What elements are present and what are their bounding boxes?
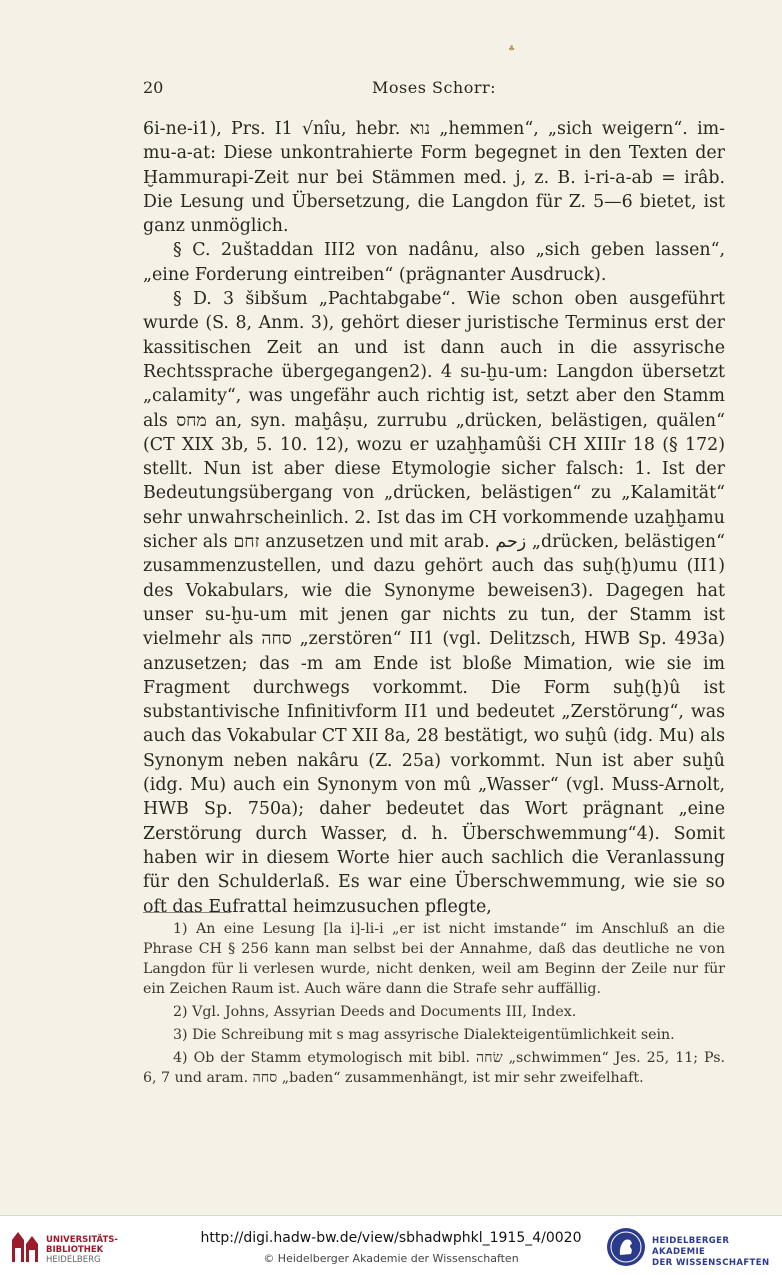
footnote-rule — [143, 912, 231, 913]
academy-seal-icon[interactable] — [606, 1227, 646, 1267]
paragraph-3: § D. 3 šibšum „Pachtabgabe“. Wie schon oben ausgeführt wurde (S. 8, Anm. 3), gehört dieser juristische Terminus erst der kassitischen Zeit an und ist dann auch in die assyrische Rechtssprache übergegangen2). 4 su-ḫu-um: Langdon übersetzt „calamity“, was ungefähr auch richtig ist, setzt aber den Stamm als מחס an, syn. maḫâṣu, zurrubu „drücken, belästigen, quälen“ (CT XIX 3b, 5. 10. 12), wozu er uzaḫḫamûši CH XIIIr 18 (§ 172) stellt. Nun ist aber diese Etymologie sicher falsch: 1. Ist der Bedeutungsübergang von „drücken, belästigen“ zu „Kalamität“ sehr unwahrscheinlich. 2. Ist das im CH vorkommende uzaḫḫamu sicher als זחם anzusetzen und mit arab. زحم „drücken, belästigen“ zusammenzustellen, und dazu gehört auch das suḫ(ḫ)umu (II1) des Vokabulars, wie die Synonyme beweisen3). Dagegen hat unser su-ḫu-um mit jenen gar nichts zu tun, der Stamm ist vielmehr als סחה „zerstören“ II1 (vgl. Delitzsch, HWB Sp. 493a) anzusetzen; das -m am Ende ist bloße Mimation, wie sie im Fragment durchwegs vorkommt. Die Form suḫ(ḫ)û ist substantivische Infinitivform II1 und bedeutet „Zerstörung“, was auch das Vokabular CT XII 8a, 28 bestätigt, wo suḫû (idg. Mu) als Synonym neben nakâru (Z. 25a) vorkommt. Nun ist aber suḫû (idg. Mu) auch ein Synonym von mû „Wasser“ (vgl. Muss-Arnolt, HWB Sp. 750a); daher bedeutet das Wort prägnant „eine Zerstörung durch Wasser, d. h. Überschwemmung“4). Somit haben wir in diesem Worte hier auch sachlich die Veranlassung für den Schulderlaß. Es war eine Überschwemmung, wie sie so oft das Eufrattal heimzusuchen pflegte, — [143, 289, 726, 917]
paragraph-1: 6i-ne-i1), Prs. I1 √nîu, hebr. נוא „hemmen“, „sich weigern“. im-mu-a-at: Diese unkontrahierte Form begegnet in den Texten der Ḫammurapi-Zeit nur bei Stämmen med. j, z. B. i-ri-a-ab = irâb. Die Lesung und Übersetzung, die Langdon für Z. 5—6 bietet, ist ganz unmöglich. — [143, 119, 725, 237]
ub-line-3: HEIDELBERG — [46, 1255, 101, 1265]
copyright-notice: © Heidelberger Akademie der Wissenschaften — [263, 1252, 519, 1265]
footnote-3: 3) Die Schreibung mit s mag assyrische Dialekteigentümlichkeit sein. — [173, 1027, 675, 1043]
academy-name — [652, 1236, 782, 1269]
ub-line-1: UNIVERSITÄTS- — [46, 1235, 118, 1245]
ak-line-1: HEIDELBERGER AKADEMIE — [652, 1236, 730, 1257]
paragraph-2: § C. 2uštaddan III2 von nadânu, also „sich geben lassen“, „eine Forderung eintreiben“ (prägnanter Ausdruck). — [143, 240, 725, 285]
ub-line-2: BIBLIOTHEK — [46, 1245, 104, 1255]
footnotes — [143, 919, 725, 1091]
footnote-4: 4) Ob der Stamm etymologisch mit bibl. שׂחה „schwimmen“ Jes. 25, 11; Ps. 6, 7 und aram. סחה „baden“ zusammenhängt, ist mir sehr zweifelhaft. — [143, 1050, 725, 1086]
ornament-mark: ♣ — [508, 44, 516, 53]
footnote-1: 1) An eine Lesung [la i]-li-i „er ist nicht imstande“ im Anschluß an die Phrase CH § 256 kann man selbst bei der Annahme, daß das deutliche ne von Langdon für li verlesen wurde, nicht denken, weil am Beginn der Zeile nur für ein Zeichen Raum ist. Auch wäre dann die Strafe sehr auffällig. — [143, 921, 725, 997]
running-head: Moses Schorr: — [372, 78, 497, 97]
footnote-2: 2) Vgl. Johns, Assyrian Deeds and Documents III, Index. — [173, 1004, 577, 1020]
ak-line-2: DER WISSENSCHAFTEN — [652, 1258, 770, 1268]
viewer-footer — [0, 1215, 782, 1275]
permalink-url[interactable]: http://digi.hadw-bw.de/view/sbhadwphkl_1915_4/0020 — [200, 1230, 582, 1246]
page-number: 20 — [143, 78, 164, 97]
main-text — [143, 117, 725, 919]
